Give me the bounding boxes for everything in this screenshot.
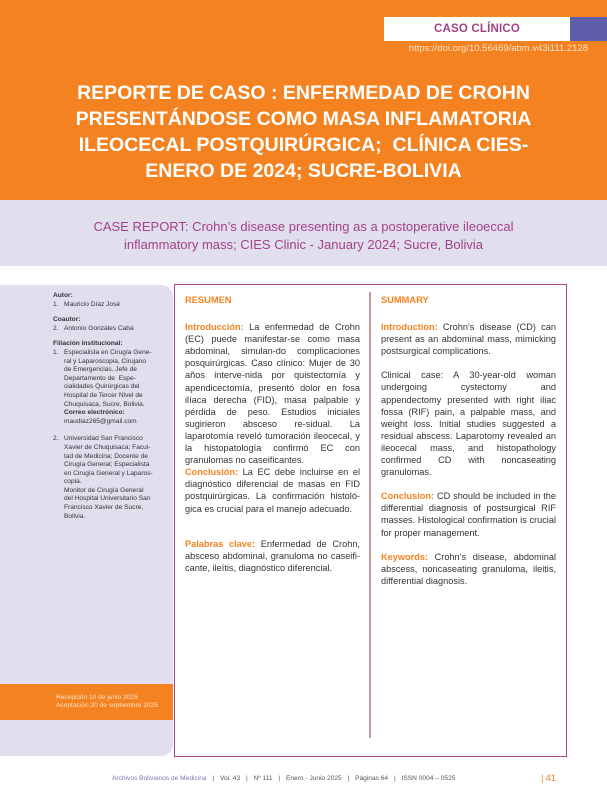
footer-separator: | (212, 775, 215, 782)
affiliation-number: 2. (53, 435, 59, 443)
affiliation-line: Monitor de Cirugía General (64, 486, 144, 494)
footer-separator: | (245, 775, 248, 782)
coauthor-row (53, 325, 171, 334)
affiliation-line: del Hospital Universitario San (64, 495, 151, 503)
summary-heading: SUMMARY (381, 295, 429, 305)
page-number: 41 (545, 773, 557, 784)
affiliation-line: Cirugía General; Especialista (64, 461, 150, 469)
affiliation-line: de Emergencias. Jefe de (64, 366, 137, 374)
section-badge-label: CASO CLÍNICO (433, 23, 521, 35)
conclusion-text: La EC debe incluirse en el diagnóstico diferencial de masas en FID postquirúrgicas. La confirmación histoló-gica es crucial para el manejo adecuado. (185, 467, 360, 514)
english-title (40, 218, 567, 254)
summary-conclusion (381, 490, 556, 538)
section-badge (384, 17, 570, 41)
affiliation-line: tad de Medicina; Docente de (64, 452, 148, 460)
affiliation-label: Filiación institucional: (53, 340, 123, 348)
author-number: 1. (53, 300, 59, 308)
coauthor-label: Coautor: (53, 316, 81, 324)
article-title (40, 80, 567, 184)
page-number-block (541, 773, 556, 784)
affiliation-line: ral y Laparoscopia, Cirujano (64, 357, 147, 365)
footer-separator: | (347, 775, 350, 782)
resumen-intro (185, 321, 360, 466)
conclusion-label: Conclusión: (185, 467, 239, 478)
coauthor-name: Antonio Gonzáles Caba (64, 324, 134, 332)
doi-link[interactable]: https://doi.org/10.56469/abm.v43i111.2128 (408, 43, 588, 54)
resumen-column (185, 294, 360, 574)
conclusion-label: Conclusion: (381, 491, 435, 502)
resumen-keywords (185, 538, 360, 574)
footer-number: Nº 111 (253, 775, 273, 782)
footer-separator: | (393, 775, 396, 782)
coauthor-number: 2. (53, 324, 59, 332)
affiliation-line: cialidades Quirúrgicas del (64, 383, 140, 391)
affiliation-2 (53, 435, 171, 521)
affiliation-line: en Cirugía General y Laparos- (64, 469, 153, 477)
summary-case: Clinical case: A 30-year-old woman undergoing cystectomy and appendectomy presented with right iliac fossa (RIF) pain, a palpable mass, and weight loss. Initial studies suggested a residual abscess. Laparotomy revealed an ileocecal mass, and histopathology confirmed CD with noncaseating granulomas. (381, 370, 556, 478)
affiliation-line: Xavier de Chuquisaca; Facul- (64, 443, 151, 451)
column-divider (369, 292, 371, 738)
keywords-text: Enfermedad de Crohn, absceso abdominal, granuloma no caseifi-cante, ileítis, diagnóstico diferencial. (185, 538, 360, 573)
email-label: Correo electrónico: (64, 409, 125, 417)
affiliation-1 (53, 349, 171, 426)
summary-column (381, 294, 556, 587)
affiliation-line: Especialista en Cirugía Gene- (64, 348, 152, 356)
intro-text: Crohn’s disease (CD) can present as an abdominal mass, mimicking postsurgical complications. (381, 322, 556, 357)
title-line: ILEOCECAL POSTQUIRÚRGICA; CLÍNICA CIES- (78, 134, 529, 156)
received-date: Recepción 10 de junio 2025 (56, 694, 138, 701)
page-number-separator: | (541, 773, 544, 784)
affiliation-number: 1. (53, 348, 59, 356)
keywords-label: Palabras clave: (185, 538, 256, 549)
footer-separator: | (278, 775, 281, 782)
title-line: ENERO DE 2024; SUCRE-BOLIVIA (145, 160, 462, 182)
affiliation-line: Universidad San Francisco (64, 435, 143, 443)
resumen-conclusion (185, 466, 360, 514)
english-title-line: CASE REPORT: Crohn’s disease presenting as a postoperative ileoeccal (93, 219, 514, 234)
affiliation-line: Hospital de Tercer Nivel de (64, 391, 143, 399)
affiliation-line: Departamento de Espe- (64, 374, 136, 382)
footer-pages: Páginas 64 (355, 775, 389, 782)
page-footer (0, 773, 607, 789)
footer-issn: ISSN 0004 – 0525 (401, 775, 456, 782)
intro-text: La enfermedad de Crohn (EC) puede manifestar-se como masa abdominal, simulan-do complicaciones posquirúrgicas. Caso clínico: Mujer de 30 años interve-nida por quistectomía y apendicectomía, presentó dolor en fosa ilíaca derecha (FID), masa palpable y pérdida de peso. Estudios iniciales sugirieron absceso re-sidual. La laparotomía reveló tumoración ileocecal, y la histopatología confirmó EC con granulomas no caseificantes. (185, 322, 360, 466)
affiliation-line: Chuquisaca, Sucre, Bolivia. (64, 400, 145, 408)
conclusion-text: CD should be included in the differential diagnosis of postsurgical RIF masses. Histological confirmation is crucial for proper management. (381, 491, 556, 538)
author-row (53, 301, 171, 310)
author-label: Autor: (53, 292, 73, 299)
intro-label: Introduction: (381, 322, 438, 333)
title-line: REPORTE DE CASO : ENFERMEDAD DE CROHN (77, 82, 530, 104)
submission-dates (56, 694, 158, 710)
affiliation-line: Francisco Xavier de Sucre, (64, 504, 144, 512)
keywords-text: Crohn’s disease, abdominal abscess, noncaseating granuloma, ileitis, differential diagnosis. (381, 551, 556, 586)
badge-tab-decoration (570, 17, 607, 41)
footer-volume: Vol. 43 (219, 775, 241, 782)
affiliation-line: Bolivia. (64, 512, 86, 520)
author-name: Mauricio Díaz José (64, 300, 121, 308)
summary-intro (381, 321, 556, 357)
english-title-line: inflammatory mass; CIES Clinic - January 2024; Sucre, Bolivia (123, 237, 484, 252)
keywords-label: Keywords: (381, 551, 428, 562)
intro-label: Introducción: (185, 322, 244, 333)
journal-name: Archivos Bolivianos de Medicina (112, 775, 207, 782)
affiliation-line: copia. (64, 478, 82, 486)
footer-period: Enero - Junio 2025 (285, 775, 342, 782)
summary-keywords (381, 551, 556, 587)
title-line: PRESENTÁNDOSE COMO MASA INFLAMATORIA (75, 108, 532, 130)
email-link[interactable]: maudiaz265@gmail.com (64, 417, 137, 425)
author-info (53, 292, 171, 521)
resumen-heading: RESUMEN (185, 295, 232, 305)
accepted-date: Aceptación 20 de septiembre 2025 (56, 702, 158, 710)
